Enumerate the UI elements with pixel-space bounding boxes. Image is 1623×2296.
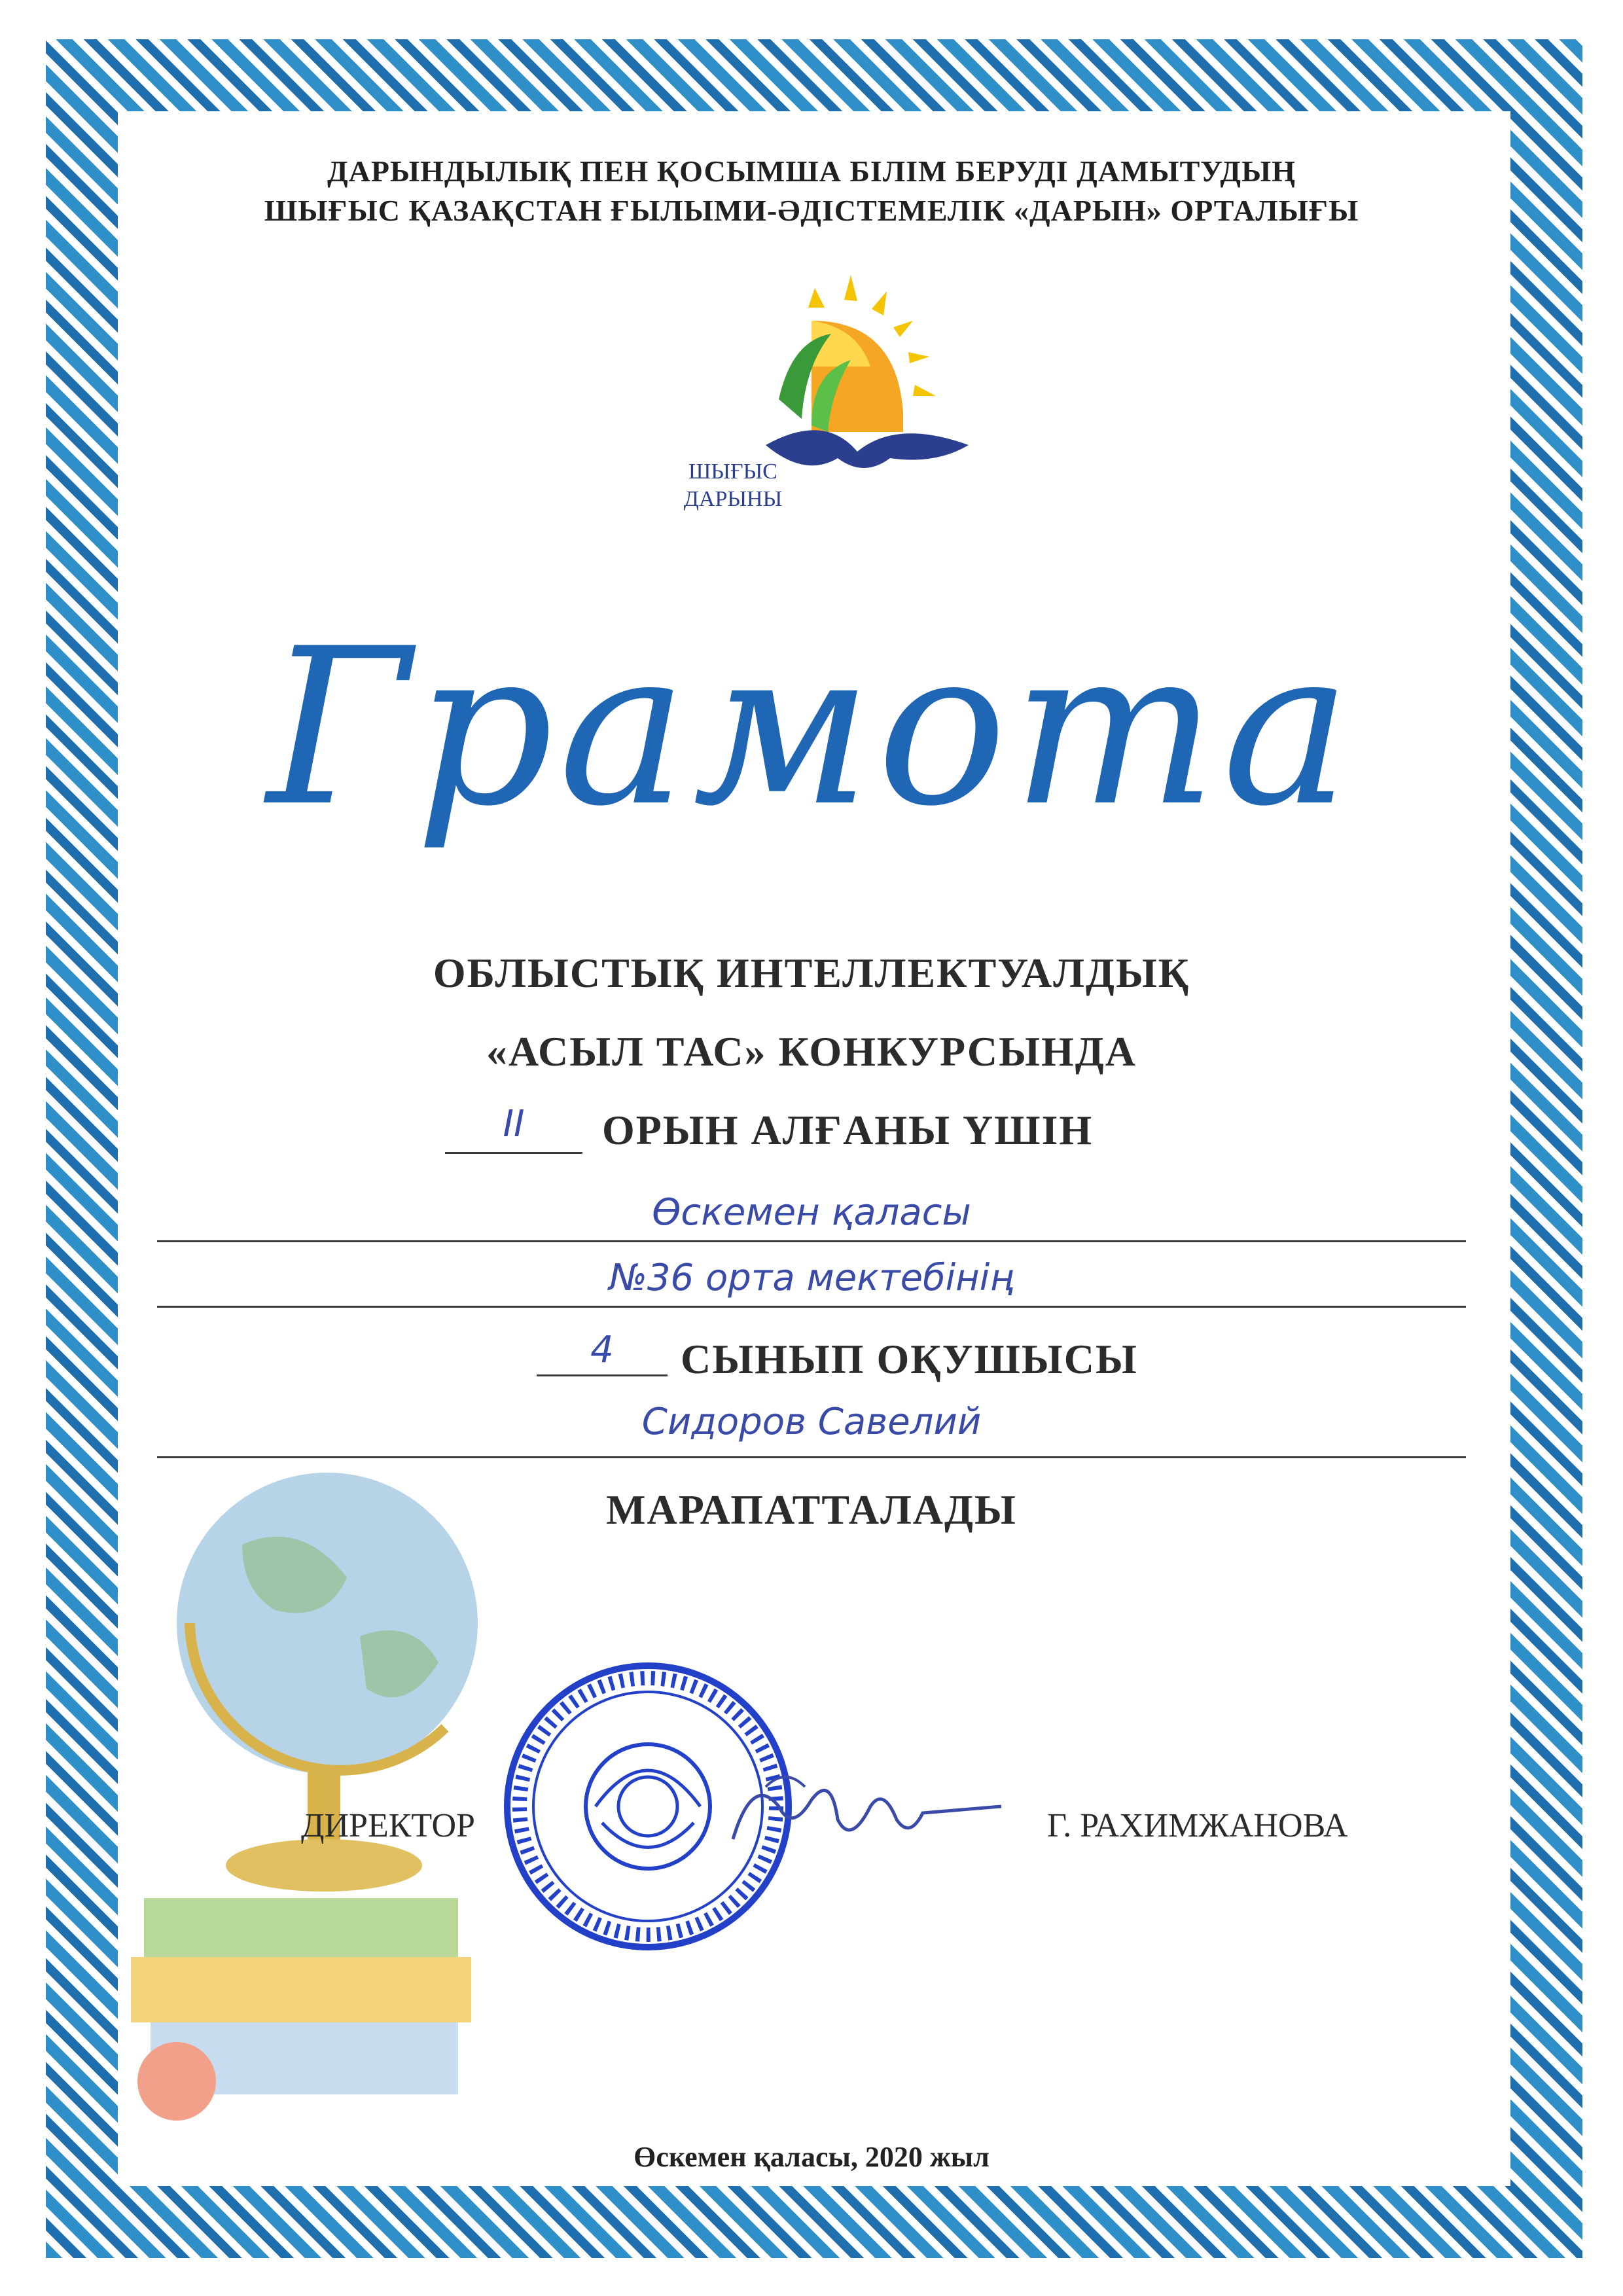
director-label: ДИРЕКТОР [301,1807,475,1844]
award-line2: «АСЫЛ ТАС» КОНКУРСЫНДА [486,1028,1137,1075]
globe-icon [177,1473,478,1774]
document-title: Грамота [266,602,1357,853]
emblem-icon [586,1744,710,1869]
footer-place-year: Өскемен қаласы, 2020 жыл [633,2141,990,2173]
place-fill-line [445,1152,582,1154]
name-handwritten: Сидоров Савелий [641,1401,982,1443]
apple-icon [137,2042,216,2121]
school-fill-line [157,1306,1466,1308]
globe-and-books-illustration [131,1453,484,2140]
logo-caption-line2: ДАРЫНЫ [683,487,783,511]
city-fill-line [157,1240,1466,1242]
place-label: ОРЫН АЛҒАНЫ ҮШІН [602,1107,1094,1153]
place-handwritten: II [503,1103,525,1145]
award-line1: ОБЛЫСТЫҚ ИНТЕЛЛЕКТУАЛДЫҚ [433,950,1190,996]
logo-caption-line1: ШЫҒЫС [688,459,777,484]
awarded-label: МАРАПАТТАЛАДЫ [606,1486,1017,1533]
org-name-line1: ДАРЫНДЫЛЫҚ ПЕН ҚОСЫМША БІЛІМ БЕРУДІ ДАМЫТУДЫҢ [327,154,1296,188]
grade-label: СЫНЫП ОҚУШЫСЫ [681,1336,1138,1382]
city-handwritten: Өскемен қаласы [652,1191,971,1234]
logo-caption [661,458,805,513]
director-name: Г. РАХИМЖАНОВА [1047,1807,1348,1844]
grade-handwritten: 4 [590,1329,614,1371]
school-handwritten: №36 орта мектебінің [609,1257,1014,1299]
book-icon [131,1957,471,2022]
grade-fill-line [537,1374,668,1376]
book-icon [144,1898,458,1957]
director-signature [726,1761,1008,1865]
org-name-line2: ШЫҒЫС ҚАЗАҚСТАН ҒЫЛЫМИ-ӘДІСТЕМЕЛІК «ДАРЫН» ОРТАЛЫҒЫ [264,194,1359,227]
